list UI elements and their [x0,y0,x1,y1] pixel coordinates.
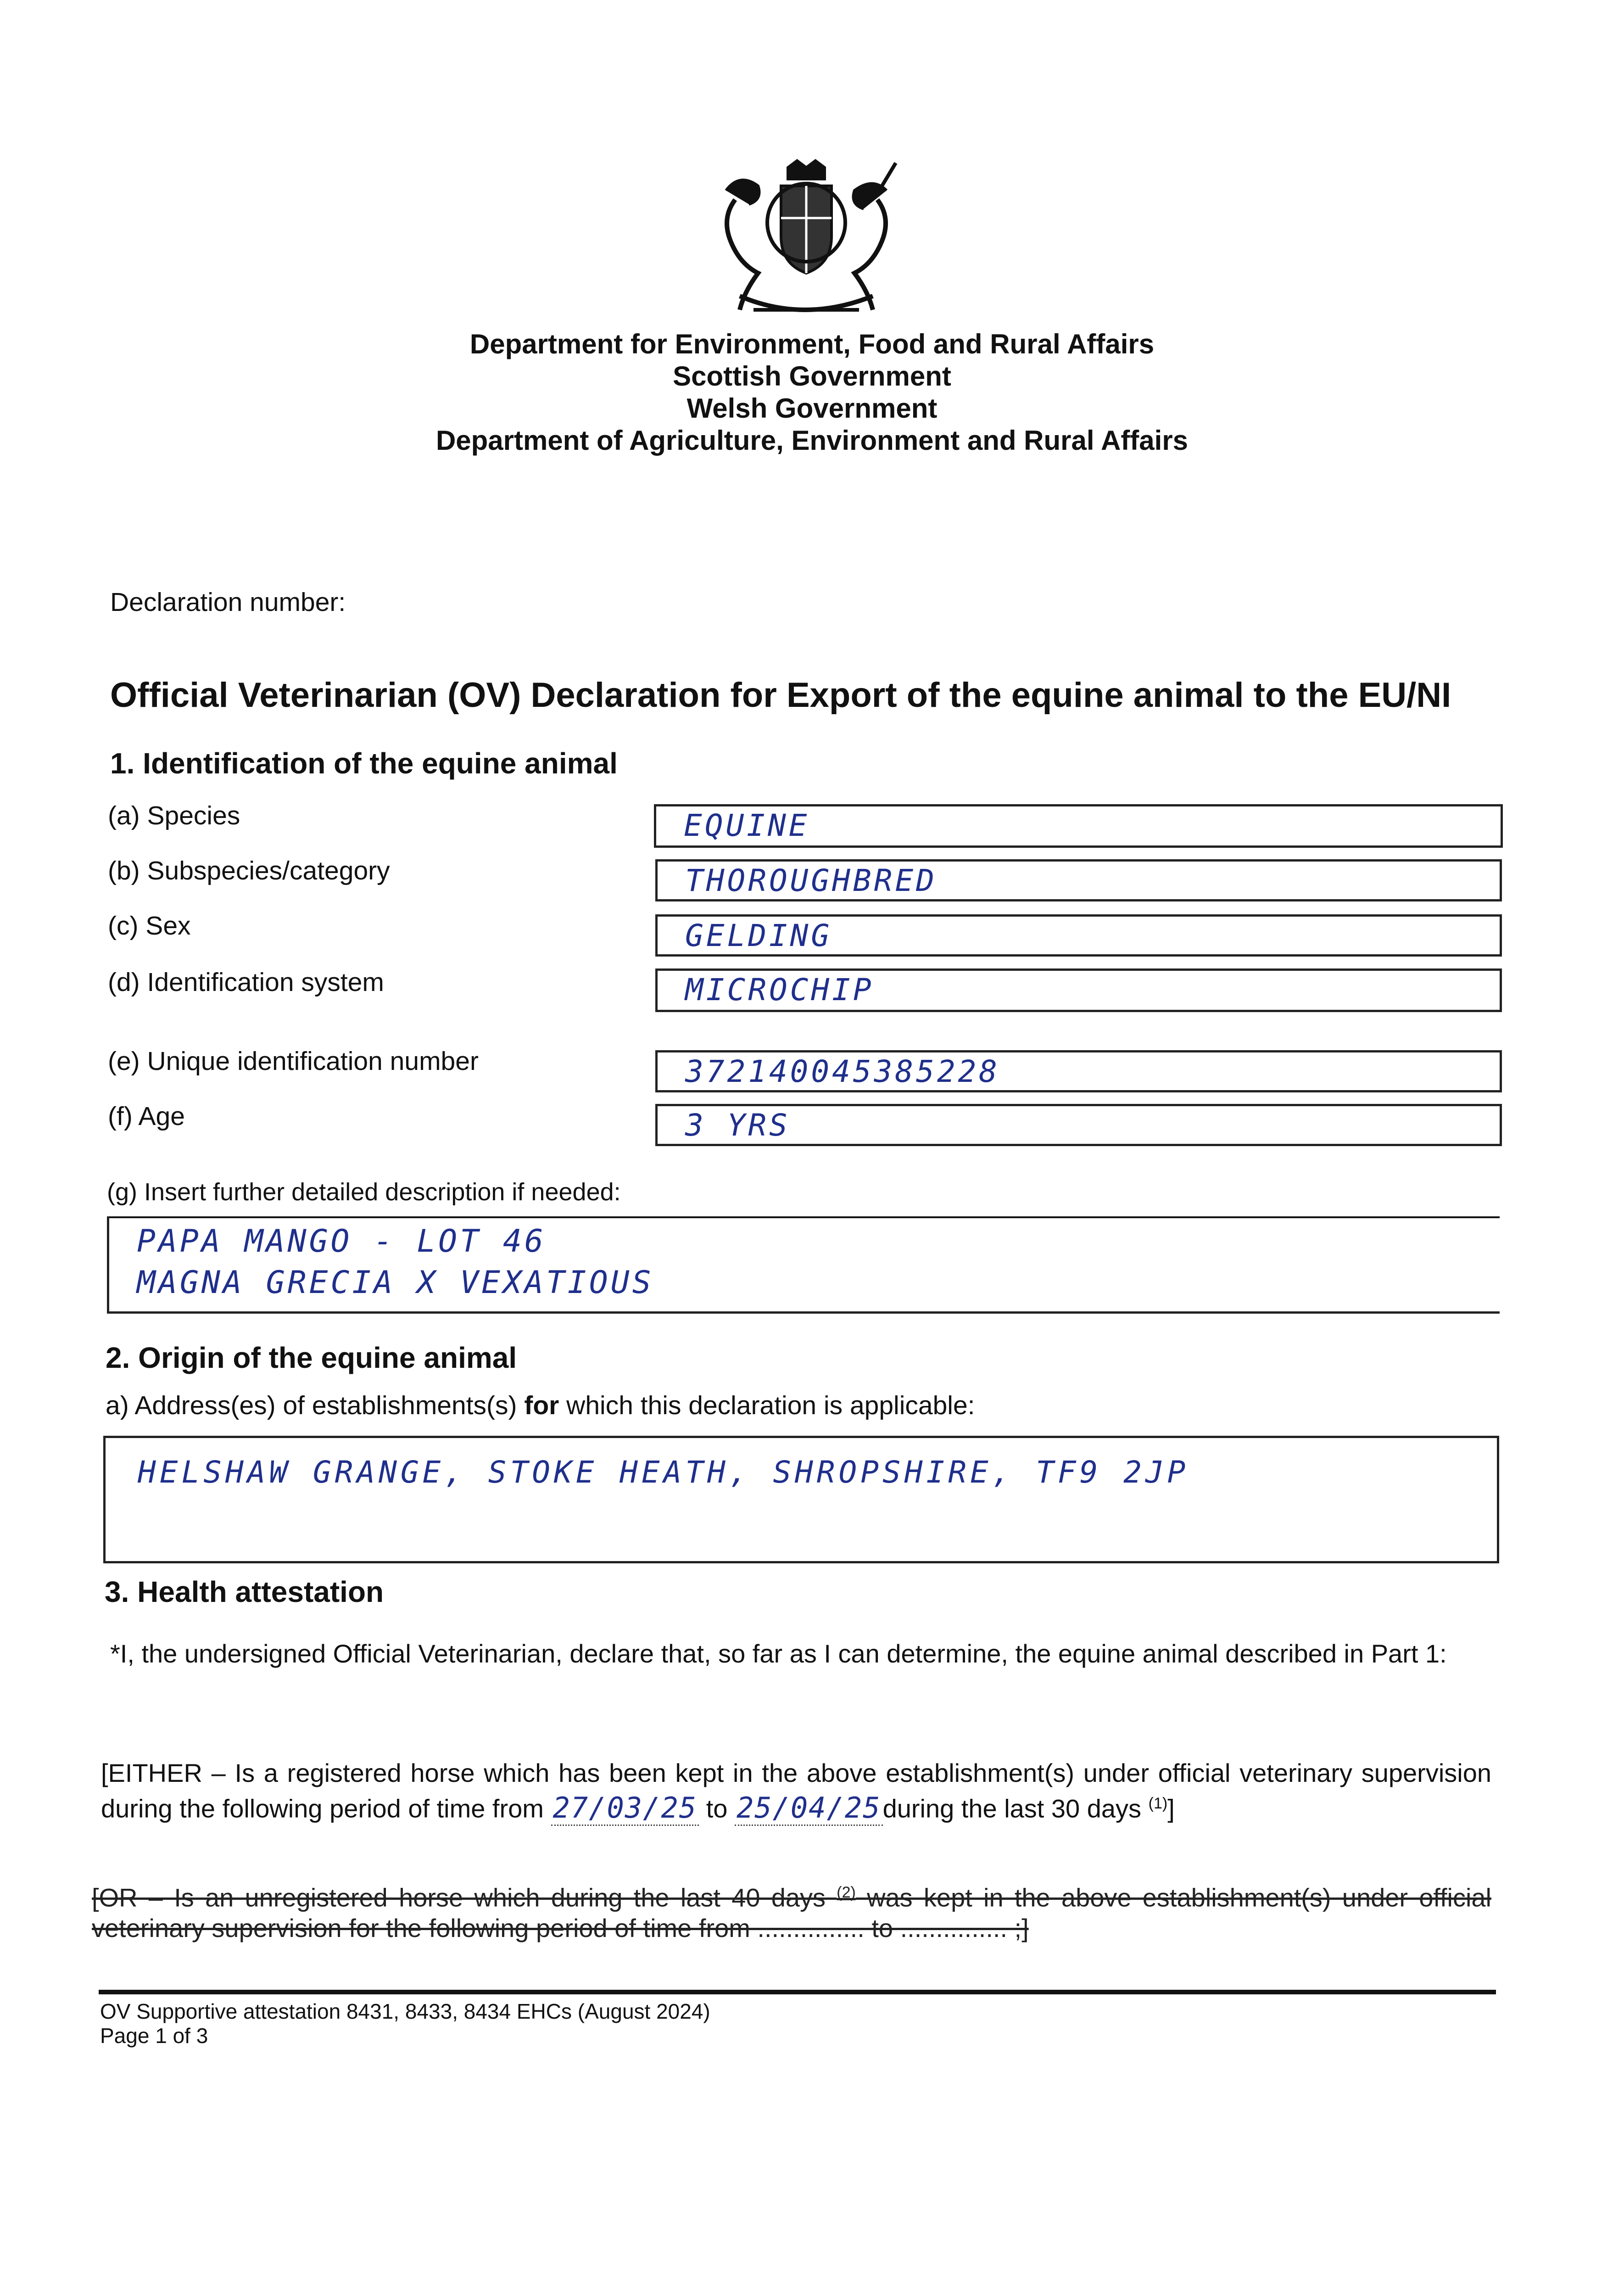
species-field[interactable] [654,804,1503,848]
further-description-line: MAGNA GRECIA X VEXATIOUS [137,1265,654,1301]
sex-value: GELDING [685,918,832,953]
or-clause-struck-through [92,1877,1491,1943]
species-label: (a) Species [108,801,240,830]
page-number: Page 1 of 3 [100,2024,208,2048]
department-name-scottish-government: Scottish Government [673,361,951,392]
date-from-value[interactable]: 27/03/25 [551,1791,699,1826]
sex-label: (c) Sex [108,911,191,940]
form-title: Official Veterinarian (OV) Declaration for Export of the equine animal to the EU/NI [110,676,1451,715]
further-description-field[interactable] [107,1216,1500,1314]
further-description-label: (g) Insert further detailed description if needed: [107,1178,621,1206]
address-label-part: a) Address(es) of establishments(s) [106,1391,517,1420]
address-label [106,1391,975,1420]
address-label-for: for [524,1391,559,1420]
address-label-part: which this declaration is applicable: [566,1391,975,1420]
footer-reference: OV Supportive attestation 8431, 8433, 8434 EHCs (August 2024) [100,1999,710,2023]
age-value: 3 YRS [685,1108,790,1143]
date-to-value[interactable]: 25/04/25 [735,1791,883,1826]
royal-coat-of-arms-icon [708,158,905,324]
address-value: HELSHAW GRANGE, STOKE HEATH, SHROPSHIRE, TF9 2JP [138,1455,1189,1490]
to-word: to [706,1794,728,1823]
age-field[interactable] [655,1104,1502,1146]
subspecies-label: (b) Subspecies/category [108,856,390,885]
section2-heading: 2. Origin of the equine animal [106,1341,517,1374]
either-close: ] [1167,1794,1175,1823]
either-clause-text: during the last 30 days [882,1794,1142,1823]
sex-field[interactable] [655,914,1502,957]
department-name-welsh-government: Welsh Government [686,393,938,424]
or-clause-text: [OR – Is an unregistered horse which during the last 40 days [92,1883,826,1912]
unique-id-field[interactable] [655,1050,1502,1092]
identification-system-value: MICROCHIP [685,972,874,1008]
declaration-number-label: Declaration number: [110,588,346,617]
section1-heading: 1. Identification of the equine animal [110,747,618,780]
footnote-ref: (2) [837,1884,856,1901]
subspecies-value: THOROUGHBRED [685,863,937,898]
footer-divider [99,1990,1496,1994]
or-clause-text: was kept in the above establishment(s) under official veterinary supervision for the following period of time from ............... to ............... ;] [92,1883,1491,1942]
species-value: EQUINE [684,808,810,843]
unique-id-label: (e) Unique identification number [108,1047,479,1076]
unique-id-value: 372140045385228 [685,1054,1000,1089]
either-clause [101,1758,1491,1824]
department-name-defra: Department for Environment, Food and Rural Affairs [469,329,1155,359]
identification-system-label: (d) Identification system [108,968,384,997]
identification-system-field[interactable] [655,968,1502,1012]
either-clause-text: [EITHER – Is a registered horse which has been kept in the above establishment(s) under official veterinary supervision during the following period of time from [101,1758,1491,1823]
health-attestation-intro: *I, the undersigned Official Veterinarian, declare that, so far as I can determine, the equine animal described in Part 1: [110,1639,1447,1668]
department-name-daera: Department of Agriculture, Environment and Rural Affairs [435,425,1189,456]
age-label: (f) Age [108,1102,185,1131]
footnote-ref: (1) [1148,1795,1168,1812]
subspecies-field[interactable] [655,859,1502,901]
address-field[interactable] [103,1436,1499,1563]
further-description-line: PAPA MANGO - LOT 46 [137,1223,546,1259]
section3-heading: 3. Health attestation [105,1575,384,1608]
